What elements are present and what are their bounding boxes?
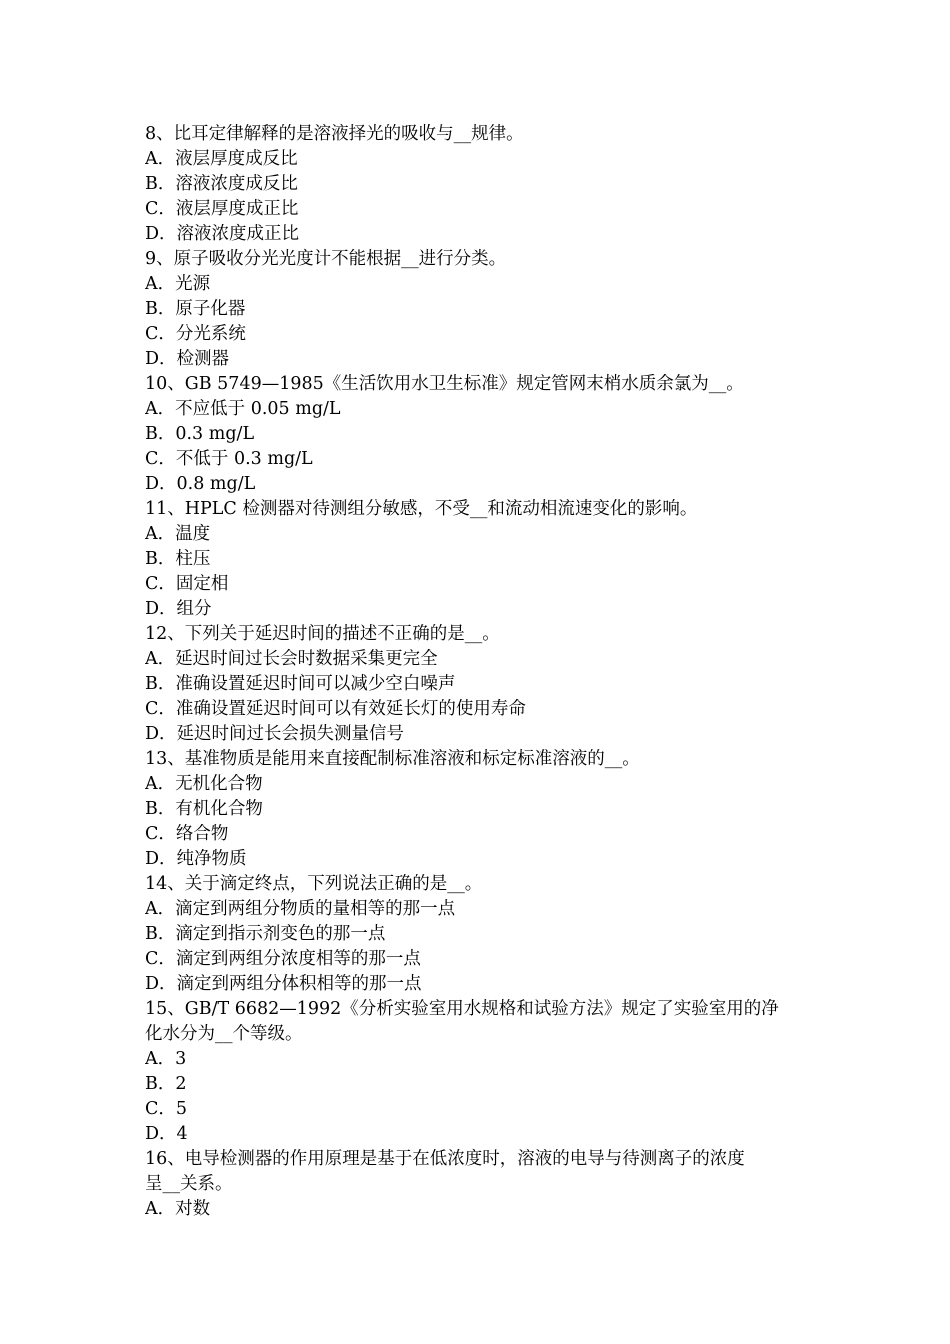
question-stem: 12、下列关于延迟时间的描述不正确的是__。 bbox=[145, 624, 500, 644]
option-a: A．无机化合物 bbox=[145, 774, 263, 794]
option-c: C．5 bbox=[145, 1099, 188, 1119]
option-b: B．2 bbox=[145, 1074, 187, 1094]
option-a: A．3 bbox=[145, 1049, 187, 1069]
option-d: D．检测器 bbox=[145, 349, 230, 369]
question-8 bbox=[145, 122, 815, 247]
option-c: C．滴定到两组分浓度相等的那一点 bbox=[145, 949, 421, 969]
option-d: D．0.8 mg/L bbox=[145, 474, 256, 494]
option-c: C．准确设置延迟时间可以有效延长灯的使用寿命 bbox=[145, 699, 526, 719]
question-16 bbox=[145, 1147, 815, 1222]
question-11 bbox=[145, 497, 815, 622]
question-stem: 10、GB 5749—1985《生活饮用水卫生标准》规定管网末梢水质余氯为__。 bbox=[145, 374, 744, 394]
option-a: A．不应低于 0.05 mg/L bbox=[145, 399, 341, 419]
question-stem-line-2: 呈__关系。 bbox=[145, 1174, 233, 1194]
option-c: C．分光系统 bbox=[145, 324, 246, 344]
question-stem-line-1: 15、GB/T 6682—1992《分析实验室用水规格和试验方法》规定了实验室用的净 bbox=[145, 999, 779, 1019]
question-stem-line-1: 16、电导检测器的作用原理是基于在低浓度时，溶液的电导与待测离子的浓度 bbox=[145, 1149, 745, 1169]
question-stem: 8、比耳定律解释的是溶液择光的吸收与__规律。 bbox=[145, 124, 524, 144]
question-12 bbox=[145, 622, 815, 747]
question-stem-line-2: 化水分为__个等级。 bbox=[145, 1024, 303, 1044]
option-b: B．滴定到指示剂变色的那一点 bbox=[145, 924, 386, 944]
question-stem: 14、关于滴定终点，下列说法正确的是__。 bbox=[145, 874, 483, 894]
question-14 bbox=[145, 872, 815, 997]
option-b: B．溶液浓度成反比 bbox=[145, 174, 298, 194]
option-d: D．滴定到两组分体积相等的那一点 bbox=[145, 974, 422, 994]
option-b: B．原子化器 bbox=[145, 299, 246, 319]
option-a: A．光源 bbox=[145, 274, 211, 294]
option-b: B．有机化合物 bbox=[145, 799, 263, 819]
option-c: C．不低于 0.3 mg/L bbox=[145, 449, 313, 469]
question-15 bbox=[145, 997, 815, 1147]
option-a: A．滴定到两组分物质的量相等的那一点 bbox=[145, 899, 456, 919]
question-stem: 9、原子吸收分光光度计不能根据__进行分类。 bbox=[145, 249, 507, 269]
question-stem: 13、基准物质是能用来直接配制标准溶液和标定标准溶液的__。 bbox=[145, 749, 640, 769]
option-c: C．液层厚度成正比 bbox=[145, 199, 299, 219]
option-c: C．固定相 bbox=[145, 574, 229, 594]
option-d: D．纯净物质 bbox=[145, 849, 247, 869]
question-10 bbox=[145, 372, 815, 497]
option-a: A．温度 bbox=[145, 524, 211, 544]
question-stem: 11、HPLC 检测器对待测组分敏感，不受__和流动相流速变化的影响。 bbox=[145, 499, 698, 519]
option-d: D．4 bbox=[145, 1124, 188, 1144]
option-b: B．0.3 mg/L bbox=[145, 424, 255, 444]
option-d: D．溶液浓度成正比 bbox=[145, 224, 300, 244]
option-b: B．准确设置延迟时间可以减少空白噪声 bbox=[145, 674, 456, 694]
option-c: C．络合物 bbox=[145, 824, 229, 844]
option-d: D．延迟时间过长会损失测量信号 bbox=[145, 724, 405, 744]
option-a: A．对数 bbox=[145, 1199, 211, 1219]
question-9 bbox=[145, 247, 815, 372]
option-b: B．柱压 bbox=[145, 549, 211, 569]
question-13 bbox=[145, 747, 815, 872]
option-a: A．液层厚度成反比 bbox=[145, 149, 298, 169]
option-d: D．组分 bbox=[145, 599, 212, 619]
option-a: A．延迟时间过长会时数据采集更完全 bbox=[145, 649, 438, 669]
document-page bbox=[145, 122, 815, 1222]
